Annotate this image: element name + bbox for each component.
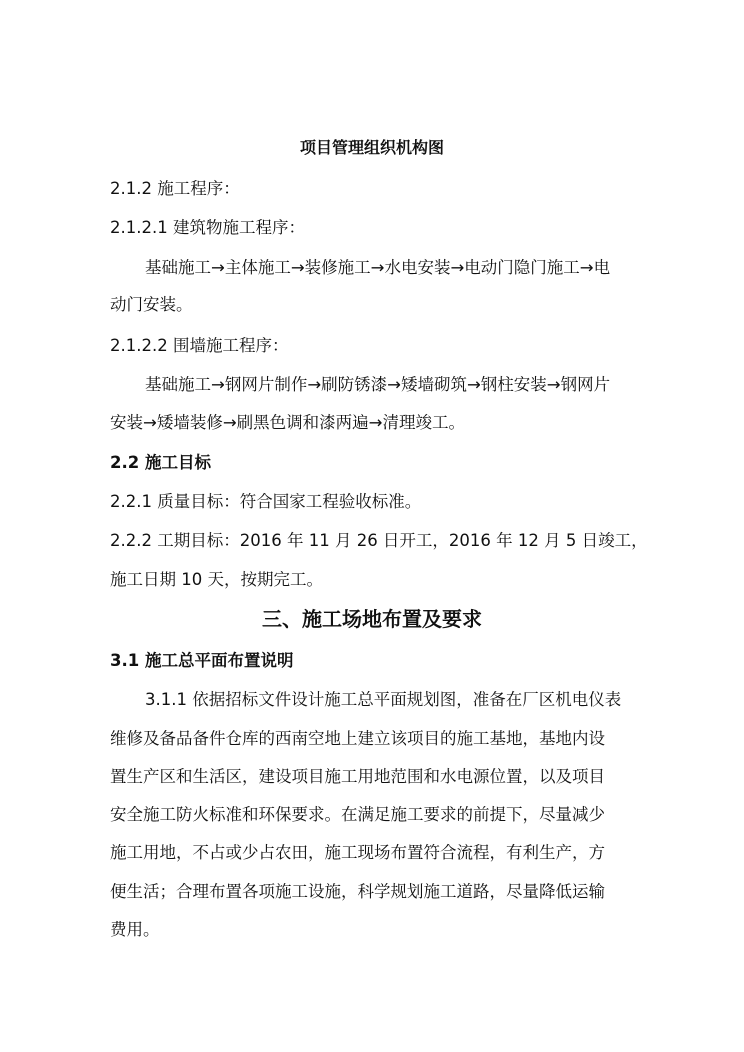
paragraph-line: 安装→矮墙装修→刷黑色调和漆两遍→清理竣工。 <box>110 413 465 432</box>
paragraph-line: 3.1.1 依据招标文件设计施工总平面规划图，准备在厂区机电仪表 <box>145 690 622 709</box>
paragraph-line: 便生活；合理布置各项施工设施，科学规划施工道路，尽量降低运输 <box>110 882 605 901</box>
heading-2-1-2: 2.1.2 施工程序： <box>110 179 240 198</box>
paragraph-line: 安全施工防火标准和环保要求。在满足施工要求的前提下，尽量减少 <box>110 805 605 824</box>
heading-2-2: 2.2 施工目标 <box>110 453 211 472</box>
paragraph-line: 施工用地，不占或少占农田，施工现场布置符合流程，有利生产，方 <box>110 843 605 862</box>
paragraph-line: 2.2.2 工期目标：2016 年 11 月 26 日开工，2016 年 12 月 5 日竣工， <box>110 531 648 550</box>
paragraph-line: 置生产区和生活区，建设项目施工用地范围和水电源位置，以及项目 <box>110 767 605 786</box>
paragraph-line: 费用。 <box>110 920 160 939</box>
heading-2-1-2-2: 2.1.2.2 围墙施工程序： <box>110 336 289 355</box>
paragraph-line: 基础施工→主体施工→装修施工→水电安装→电动门隐门施工→电 <box>145 258 611 277</box>
heading-2-1-2-1: 2.1.2.1 建筑物施工程序： <box>110 218 305 237</box>
heading-3-1: 3.1 施工总平面布置说明 <box>110 651 294 670</box>
paragraph-line: 基础施工→钢网片制作→刷防锈漆→矮墙砌筑→钢柱安装→钢网片 <box>145 375 611 394</box>
chapter-3-heading: 三、施工场地布置及要求 <box>262 607 482 631</box>
paragraph-line: 施工日期 10 天，按期完工。 <box>110 570 323 589</box>
paragraph-line: 动门安装。 <box>110 295 193 314</box>
org-chart-title: 项目管理组织机构图 <box>299 138 444 157</box>
paragraph-line: 2.2.1 质量目标：符合国家工程验收标准。 <box>110 492 422 511</box>
paragraph-line: 维修及备品备件仓库的西南空地上建立该项目的施工基地，基地内设 <box>110 729 605 748</box>
